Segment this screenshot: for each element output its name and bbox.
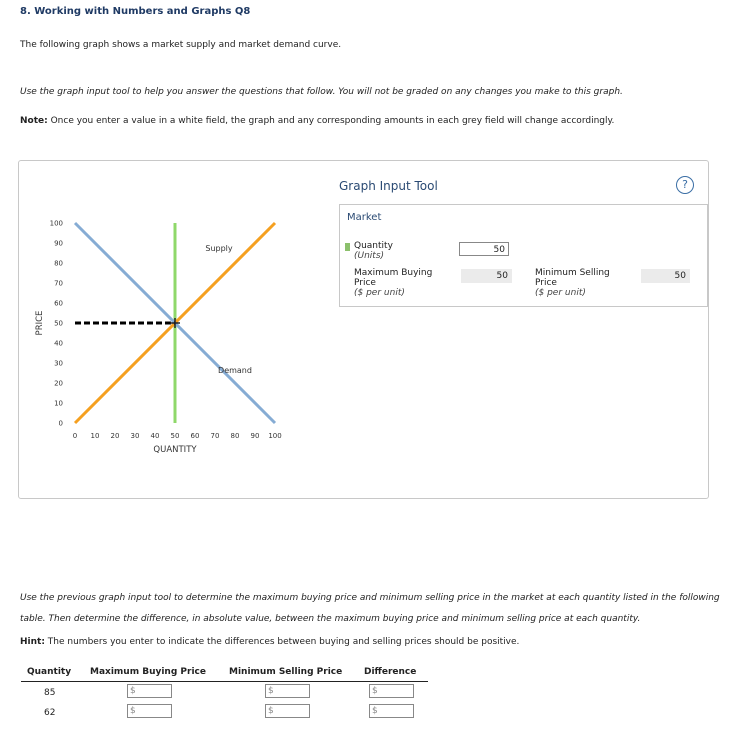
- help-icon[interactable]: ?: [676, 176, 694, 194]
- row-2-max-buying-price-input[interactable]: $: [127, 704, 172, 718]
- row-1-quantity: 85: [44, 688, 56, 698]
- max-buying-price-label: Maximum Buying: [354, 268, 433, 278]
- y-tick-label: 10: [54, 399, 63, 408]
- x-tick-label: 80: [230, 432, 240, 440]
- x-tick-label: 60: [190, 432, 200, 440]
- x-tick-label: 40: [150, 432, 160, 440]
- note-body: Once you enter a value in a white field, the graph and any corresponding amounts in each grey field will change accordingly.: [47, 116, 615, 126]
- y-tick-label: 20: [54, 379, 63, 388]
- max-buying-price-units: ($ per unit): [354, 288, 405, 298]
- y-tick-label: 90: [54, 239, 63, 248]
- x-tick-label: 10: [90, 432, 100, 440]
- row-2-quantity: 62: [44, 708, 56, 718]
- quantity-legend-swatch: [345, 243, 350, 251]
- max-buying-price-label-2: Price: [354, 278, 376, 288]
- hint-text: [20, 637, 519, 647]
- header-quantity: Quantity: [27, 667, 72, 677]
- quantity-input[interactable]: 50: [459, 242, 509, 256]
- min-selling-price-label: Minimum Selling: [535, 268, 610, 278]
- y-tick-label: 0: [58, 419, 63, 428]
- question-instruction-text: Use the previous graph input tool to determine the maximum buying price and minimum selling price in the market at each quantity listed in the following table. Then determine the difference, in absolute value, between the maximum buying price and minimum selling price at each quantity.: [20, 593, 720, 624]
- header-difference: Difference: [364, 667, 417, 677]
- y-tick-label: 60: [54, 299, 63, 308]
- header-max-buying-price: Maximum Buying Price: [90, 667, 206, 677]
- page-title: 8. Working with Numbers and Graphs Q8: [20, 6, 251, 17]
- demand-label: Demand: [218, 366, 252, 375]
- x-tick-label: 0: [72, 432, 78, 440]
- min-selling-price-units: ($ per unit): [535, 288, 586, 298]
- min-selling-price-label-2: Price: [535, 278, 557, 288]
- quantity-label: Quantity: [354, 241, 393, 251]
- x-tick-label: 20: [110, 432, 120, 440]
- y-tick-label: 100: [49, 219, 63, 228]
- note-label: Note:: [20, 116, 48, 126]
- y-tick-label: 50: [54, 319, 63, 328]
- row-2-min-selling-price-input[interactable]: $: [265, 704, 310, 718]
- table-header-rule: [21, 681, 428, 682]
- row-1-difference-input[interactable]: $: [369, 684, 414, 698]
- hint-body: The numbers you enter to indicate the differences between buying and selling prices should be positive.: [44, 637, 520, 647]
- row-1-min-selling-price-input[interactable]: $: [265, 684, 310, 698]
- x-tick-label: 70: [210, 432, 220, 440]
- graph-instruction-text: Use the graph input tool to help you answer the questions that follow. You will not be graded on any changes you make to this graph.: [20, 87, 623, 97]
- x-tick-label: 90: [250, 432, 260, 440]
- market-label: Market: [347, 212, 382, 223]
- header-min-selling-price: Minimum Selling Price: [229, 667, 343, 677]
- supply-label: Supply: [205, 244, 233, 253]
- y-tick-label: 40: [54, 339, 63, 348]
- x-tick-label: 50: [170, 432, 180, 440]
- min-selling-price-field: 50: [641, 269, 690, 283]
- quantity-units-label: (Units): [354, 251, 385, 261]
- hint-label: Hint:: [20, 637, 45, 647]
- max-buying-price-field: 50: [461, 269, 512, 283]
- intro-text: The following graph shows a market supply and market demand curve.: [20, 40, 342, 50]
- y-tick-label: 30: [54, 359, 63, 368]
- graph-input-tool-title: Graph Input Tool: [339, 179, 438, 193]
- x-tick-label: 30: [130, 432, 140, 440]
- x-tick-label: 100: [268, 432, 282, 440]
- row-2-difference-input[interactable]: $: [369, 704, 414, 718]
- x-axis-label: QUANTITY: [153, 445, 197, 455]
- y-tick-label: 70: [54, 279, 63, 288]
- y-tick-label: 80: [54, 259, 63, 268]
- row-1-max-buying-price-input[interactable]: $: [127, 684, 172, 698]
- y-axis-label: PRICE: [35, 310, 45, 336]
